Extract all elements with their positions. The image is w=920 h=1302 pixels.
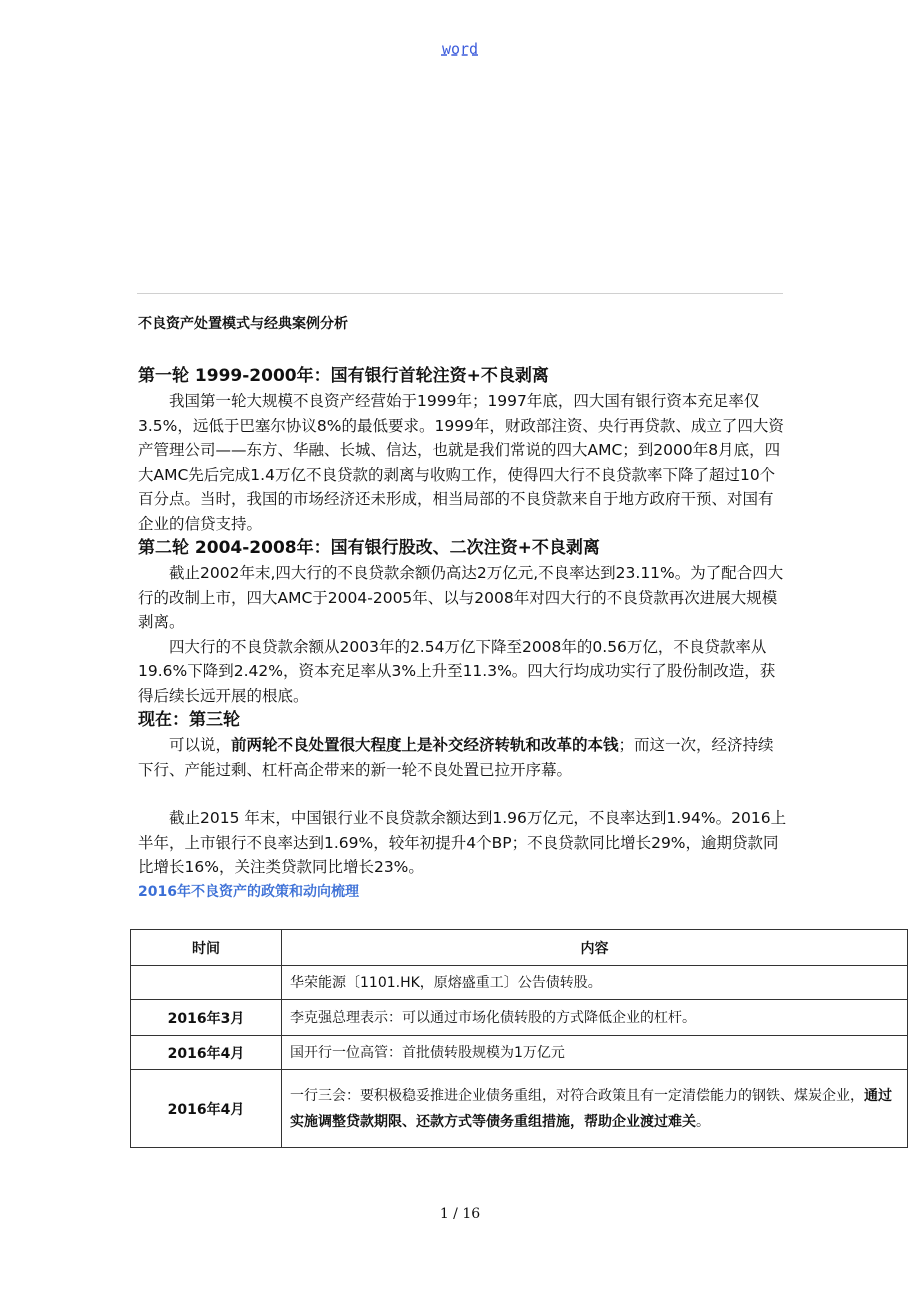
table-row xyxy=(131,1036,908,1070)
table-header-row xyxy=(131,930,908,966)
table-row xyxy=(131,966,908,1000)
document-title: 不良资产处置模式与经典案例分析 xyxy=(138,316,348,332)
table-row xyxy=(131,1070,908,1148)
section-heading-round-3: 现在：第三轮 xyxy=(138,710,240,730)
page-number: 1 / 16 xyxy=(439,1206,481,1222)
text-run: 一行三会：要积极稳妥推进企业债务重组，对符合政策且有一定清偿能力的钢铁、煤炭企业， xyxy=(290,1087,864,1104)
table-row xyxy=(131,1000,908,1036)
policy-table xyxy=(130,929,908,1148)
table-caption: 2016年不良资产的政策和动向梳理 xyxy=(138,883,359,900)
cell-time: 2016年3月 xyxy=(131,1000,282,1036)
section-heading-round-2: 第二轮 2004-2008年：国有银行股改、二次注资+不良剥离 xyxy=(138,538,600,558)
text-run: 。 xyxy=(696,1113,710,1130)
section-heading-round-1: 第一轮 1999-2000年：国有银行首轮注资+不良剥离 xyxy=(138,366,549,386)
text-run: 可以说， xyxy=(169,736,232,754)
cell-content: 国开行一位高管：首批债转股规模为1万亿元 xyxy=(282,1036,908,1070)
paragraph: 截止2015 年末，中国银行业不良贷款余额达到1.96万亿元，不良率达到1.94%。2016上半年，上市银行不良率达到1.69%，较年初提升4个BP；不良贷款同比增长29%，逾期贷款同比增长16%，关注类贷款同比增长23%。 xyxy=(138,809,787,876)
cell-time xyxy=(131,966,282,1000)
cell-content: 华荣能源〔1101.HK，原熔盛重工〕公告债转股。 xyxy=(282,966,908,1000)
paragraph: 截止2002年末,四大行的不良贷款余额仍高达2万亿元,不良率达到23.11%。为了配合四大行的改制上市，四大AMC于2004-2005年、以与2008年对四大行的不良贷款再次进展大规模剥离。 xyxy=(138,564,784,631)
cell-content: 李克强总理表示：可以通过市场化债转股的方式降低企业的杠杆。 xyxy=(282,1000,908,1036)
header-divider xyxy=(137,293,783,294)
paragraph: 四大行的不良贷款余额从2003年的2.54万亿下降至2008年的0.56万亿，不良贷款率从19.6%下降到2.42%，资本充足率从3%上升至11.3%。四大行均成功实行了股份制改造，获得后续长远开展的根底。 xyxy=(138,637,776,705)
bold-text-run: 通过实施调整贷款期限、还款方式等债务重组措施，帮助企业渡过难关 xyxy=(290,1087,892,1130)
bold-text-run: 前两轮不良处置很大程度上是补交经济转轨和改革的本钱 xyxy=(231,736,619,754)
header-content: 内容 xyxy=(282,930,908,966)
text-run: ；而这一次，经济持续下行、产能过剩、杠杆高企带来的新一轮不良处置已拉开序幕。 xyxy=(138,736,774,779)
document-body xyxy=(138,364,788,902)
header-time: 时间 xyxy=(131,930,282,966)
cell-content xyxy=(282,1070,908,1148)
cell-time: 2016年4月 xyxy=(131,1036,282,1070)
paragraph: 我国第一轮大规模不良资产经营始于1999年；1997年底，四大国有银行资本充足率仅3.5%，远低于巴塞尔协议8%的最低要求。1999年，财政部注资、央行再贷款、成立了四大资产管理公司——东方、华融、长城、信达，也就是我们常说的四大AMC；到2000年8月底，四大AMC先后完成1.4万亿不良贷款的剥离与收购工作，使得四大行不良贷款率下降了超过10个百分点。当时，我国的市场经济还未形成，相当局部的不良贷款来自于地方政府干预、对国有企业的信贷支持。 xyxy=(138,392,784,533)
header-word-link[interactable]: word xyxy=(441,40,479,58)
paragraph xyxy=(138,733,788,782)
cell-time: 2016年4月 xyxy=(131,1070,282,1148)
